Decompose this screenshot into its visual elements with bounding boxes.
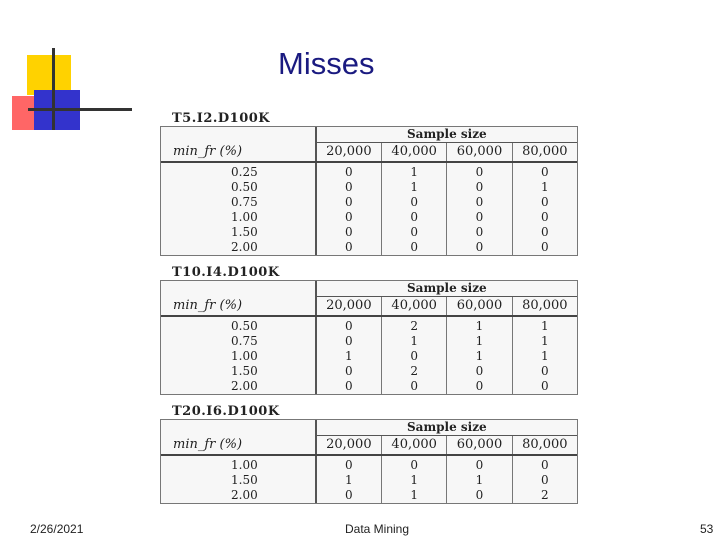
miss-count-cell: 0 <box>382 349 447 364</box>
min-fr-cell: 1.50 <box>161 225 316 240</box>
table-frame <box>160 419 578 504</box>
page-number: 53 <box>700 522 714 536</box>
table-caption: T20.I6.D100K <box>172 404 280 419</box>
miss-count-cell: 0 <box>382 195 447 210</box>
min-fr-cell: 2.00 <box>161 240 316 255</box>
table-caption: T10.I4.D100K <box>172 265 280 280</box>
footer-date: 2/26/2021 <box>30 522 84 536</box>
miss-count-cell: 0 <box>316 316 382 334</box>
miss-count-cell: 0 <box>447 364 512 379</box>
miss-count-cell: 1 <box>447 349 512 364</box>
min-fr-cell: 1.50 <box>161 364 316 379</box>
table-row <box>161 364 577 379</box>
min-fr-cell: 0.25 <box>161 162 316 180</box>
sample-size-header: Sample size <box>316 281 577 297</box>
column-header: 60,000 <box>447 143 512 163</box>
miss-count-cell: 0 <box>541 240 549 254</box>
table-frame <box>160 126 578 256</box>
miss-count-cell: 1 <box>541 349 549 363</box>
miss-count-cell: 0 <box>447 162 512 180</box>
data-table <box>161 281 577 394</box>
header-spacer <box>161 127 316 143</box>
column-header: min_fr (%) <box>161 143 316 163</box>
min-fr-cell: 0.75 <box>161 334 316 349</box>
miss-count-cell: 0 <box>447 488 512 503</box>
min-fr-cell: 1.00 <box>161 455 316 473</box>
miss-count-cell: 0 <box>447 210 512 225</box>
table-row <box>161 455 577 473</box>
miss-count-cell: 1 <box>541 319 549 333</box>
table-row <box>161 162 577 180</box>
footer-title: Data Mining <box>345 522 410 536</box>
miss-count-cell: 0 <box>447 195 512 210</box>
miss-count-cell: 1 <box>541 334 549 348</box>
miss-count-cell: 0 <box>382 225 447 240</box>
column-header: 20,000 <box>316 143 382 163</box>
miss-count-cell: 0 <box>541 364 549 378</box>
miss-count-cell: 0 <box>541 195 549 209</box>
miss-count-cell: 0 <box>316 225 382 240</box>
slide-title: Misses <box>278 46 375 81</box>
table-row <box>161 334 577 349</box>
miss-count-cell: 0 <box>541 458 549 472</box>
min-fr-cell: 1.00 <box>161 349 316 364</box>
table-frame <box>160 280 578 395</box>
miss-count-cell: 0 <box>316 180 382 195</box>
miss-count-cell: 1 <box>382 473 447 488</box>
table-caption: T5.I2.D100K <box>172 111 271 126</box>
sample-size-header: Sample size <box>316 420 577 436</box>
table-row <box>161 349 577 364</box>
miss-count-cell: 1 <box>316 349 382 364</box>
table-row <box>161 180 577 195</box>
data-table <box>161 420 577 503</box>
table-row <box>161 195 577 210</box>
misses-table-3 <box>160 405 578 504</box>
miss-count-cell: 2 <box>382 364 447 379</box>
miss-count-cell: 0 <box>316 488 382 503</box>
logo-vertical-line <box>52 48 55 130</box>
miss-count-cell: 1 <box>447 473 512 488</box>
column-header: 80,000 <box>512 297 577 317</box>
table-row <box>161 316 577 334</box>
data-table <box>161 127 577 255</box>
misses-table-1 <box>160 112 578 256</box>
min-fr-cell: 1.00 <box>161 210 316 225</box>
miss-count-cell: 0 <box>316 240 382 255</box>
miss-count-cell: 1 <box>541 180 549 194</box>
logo-horizontal-line <box>28 108 132 111</box>
column-header: 40,000 <box>382 436 447 456</box>
miss-count-cell: 0 <box>541 225 549 239</box>
miss-count-cell: 0 <box>316 210 382 225</box>
miss-count-cell: 1 <box>316 473 382 488</box>
miss-count-cell: 0 <box>316 364 382 379</box>
miss-count-cell: 0 <box>316 455 382 473</box>
header-spacer <box>161 281 316 297</box>
miss-count-cell: 0 <box>541 473 549 487</box>
column-header: 40,000 <box>382 143 447 163</box>
miss-count-cell: 0 <box>447 379 512 394</box>
miss-count-cell: 1 <box>382 334 447 349</box>
table-row <box>161 379 577 394</box>
miss-count-cell: 0 <box>316 379 382 394</box>
table-row <box>161 225 577 240</box>
logo-yellow-square <box>27 55 71 95</box>
miss-count-cell: 2 <box>382 316 447 334</box>
miss-count-cell: 0 <box>316 195 382 210</box>
min-fr-cell: 0.50 <box>161 180 316 195</box>
table-row <box>161 473 577 488</box>
miss-count-cell: 1 <box>382 162 447 180</box>
miss-count-cell: 1 <box>447 334 512 349</box>
miss-count-cell: 1 <box>382 180 447 195</box>
miss-count-cell: 0 <box>447 240 512 255</box>
column-header: 20,000 <box>316 436 382 456</box>
miss-count-cell: 0 <box>382 379 447 394</box>
header-spacer <box>161 420 316 436</box>
miss-count-cell: 0 <box>382 455 447 473</box>
miss-count-cell: 0 <box>447 455 512 473</box>
table-row <box>161 210 577 225</box>
min-fr-cell: 2.00 <box>161 488 316 503</box>
miss-count-cell: 0 <box>316 162 382 180</box>
column-header: 40,000 <box>382 297 447 317</box>
column-header: 60,000 <box>447 436 512 456</box>
column-header: 20,000 <box>316 297 382 317</box>
column-header: min_fr (%) <box>161 297 316 317</box>
column-header: min_fr (%) <box>161 436 316 456</box>
miss-count-cell: 0 <box>541 379 549 393</box>
min-fr-cell: 2.00 <box>161 379 316 394</box>
miss-count-cell: 2 <box>541 488 549 502</box>
miss-count-cell: 0 <box>447 180 512 195</box>
miss-count-cell: 0 <box>382 210 447 225</box>
min-fr-cell: 1.50 <box>161 473 316 488</box>
min-fr-cell: 0.50 <box>161 316 316 334</box>
slide-logo <box>0 0 140 140</box>
min-fr-cell: 0.75 <box>161 195 316 210</box>
table-row <box>161 240 577 255</box>
sample-size-header: Sample size <box>316 127 577 143</box>
column-header: 60,000 <box>447 297 512 317</box>
miss-count-cell: 0 <box>447 225 512 240</box>
table-row <box>161 488 577 503</box>
column-header: 80,000 <box>512 143 577 163</box>
column-header: 80,000 <box>512 436 577 456</box>
miss-count-cell: 1 <box>382 488 447 503</box>
miss-count-cell: 0 <box>316 334 382 349</box>
miss-count-cell: 0 <box>541 165 549 179</box>
miss-count-cell: 1 <box>447 316 512 334</box>
miss-count-cell: 0 <box>541 210 549 224</box>
miss-count-cell: 0 <box>382 240 447 255</box>
misses-table-2 <box>160 266 578 395</box>
